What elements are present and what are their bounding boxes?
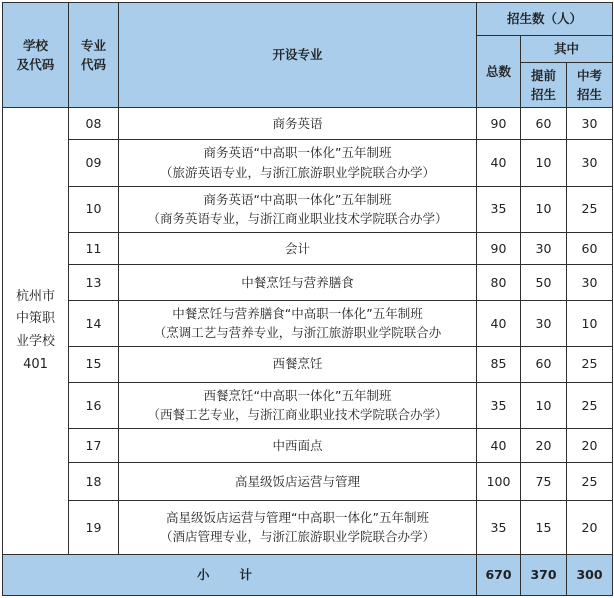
total-cell: 35 [477, 500, 521, 554]
table-row [3, 346, 613, 382]
table-row [3, 463, 613, 500]
major-code-cell: 09 [69, 140, 119, 186]
header-total: 总数 [477, 36, 521, 108]
total-cell: 35 [477, 382, 521, 428]
major-name-line1: 西餐烹饪 [272, 356, 323, 372]
early-cell: 30 [521, 301, 567, 346]
table-row [3, 382, 613, 428]
major-name-cell [119, 232, 477, 264]
exam-cell: 30 [567, 108, 613, 140]
major-code-cell: 16 [69, 382, 119, 428]
subtotal-total: 670 [477, 555, 521, 596]
early-cell: 30 [521, 232, 567, 264]
major-name-line2: （商务英语专业，与浙江商业职业技术学院联合办学） [147, 211, 448, 227]
table-row [3, 108, 613, 140]
header-of-which: 其中 [521, 36, 613, 63]
major-code-cell: 18 [69, 463, 119, 500]
total-cell: 100 [477, 463, 521, 500]
major-name-line1: 商务英语“中高职一体化”五年制班 [203, 145, 392, 161]
table-row [3, 500, 613, 554]
total-cell: 80 [477, 265, 521, 301]
table-row [3, 186, 613, 232]
table-row [3, 265, 613, 301]
exam-cell: 30 [567, 265, 613, 301]
header-enrollment: 招生数（人） [477, 3, 613, 36]
total-cell: 90 [477, 232, 521, 264]
major-name-line1: 会计 [284, 240, 310, 256]
major-name-line1: 高星级饭店运营与管理“中高职一体化”五年制班 [166, 509, 429, 525]
major-name-line1: 西餐烹饪“中高职一体化”五年制班 [203, 388, 392, 404]
major-name-cell [119, 382, 477, 428]
header-early [521, 63, 567, 108]
exam-cell: 60 [567, 232, 613, 264]
major-name-cell [119, 265, 477, 301]
exam-cell: 20 [567, 500, 613, 554]
table-row [3, 429, 613, 463]
exam-cell: 25 [567, 382, 613, 428]
header-exam [567, 63, 613, 108]
major-code-cell: 13 [69, 265, 119, 301]
major-name-line2: （酒店管理专业，与浙江旅游职业学院联合办学） [159, 529, 435, 545]
exam-cell: 25 [567, 463, 613, 500]
major-name-line2: （西餐工艺专业，与浙江商业职业技术学院联合办学） [147, 407, 448, 423]
header-major-code [69, 3, 119, 108]
header-early-text: 提前 招生 [530, 67, 556, 102]
major-name-cell [119, 140, 477, 186]
major-code-cell: 10 [69, 186, 119, 232]
exam-cell: 25 [567, 186, 613, 232]
major-name-line2: （旅游英语专业，与浙江旅游职业学院联合办学） [159, 164, 435, 180]
major-code-cell: 15 [69, 346, 119, 382]
subtotal-label [3, 555, 477, 596]
exam-cell: 10 [567, 301, 613, 346]
early-cell: 10 [521, 140, 567, 186]
total-cell: 85 [477, 346, 521, 382]
early-cell: 60 [521, 108, 567, 140]
total-cell: 40 [477, 429, 521, 463]
exam-cell: 20 [567, 429, 613, 463]
table-row [3, 301, 613, 346]
major-code-cell: 11 [69, 232, 119, 264]
header-school [3, 3, 69, 108]
school-name: 杭州市 中策职 业学校 401 [15, 288, 55, 372]
major-name-line1: 中餐烹饪与营养膳食“中高职一体化”五年制班 [172, 306, 423, 321]
table-body [3, 108, 613, 555]
early-cell: 10 [521, 186, 567, 232]
major-name-line1: 商务英语“中高职一体化”五年制班 [203, 191, 392, 207]
major-name-line1: 商务英语 [272, 115, 323, 131]
total-cell: 90 [477, 108, 521, 140]
major-name-cell [119, 463, 477, 500]
early-cell: 50 [521, 265, 567, 301]
major-name-line1: 高星级饭店运营与管理 [234, 473, 360, 489]
total-cell: 35 [477, 186, 521, 232]
table-row [3, 140, 613, 186]
exam-cell: 30 [567, 140, 613, 186]
subtotal-row [3, 555, 613, 596]
total-cell: 40 [477, 140, 521, 186]
major-name-cell [119, 500, 477, 554]
subtotal-label-text: 小计 [196, 567, 282, 583]
major-name-cell [119, 301, 477, 346]
header-major-code-text: 专业 代码 [80, 37, 106, 72]
major-code-cell: 08 [69, 108, 119, 140]
subtotal-early: 370 [521, 555, 567, 596]
major-name-line1: 中西面点 [272, 437, 323, 453]
early-cell: 60 [521, 346, 567, 382]
major-name-cell [119, 108, 477, 140]
major-name-cell [119, 346, 477, 382]
major-code-cell: 14 [69, 301, 119, 346]
early-cell: 15 [521, 500, 567, 554]
major-code-cell: 19 [69, 500, 119, 554]
total-cell: 40 [477, 301, 521, 346]
table-row [3, 232, 613, 264]
exam-cell: 25 [567, 346, 613, 382]
early-cell: 10 [521, 382, 567, 428]
subtotal-exam: 300 [567, 555, 613, 596]
major-name-line2: （烹调工艺与营养专业，与浙江旅游职业学院联合办 [153, 325, 442, 341]
enrollment-table [2, 2, 613, 596]
major-name-line1: 中餐烹饪与营养膳食 [241, 274, 354, 290]
early-cell: 20 [521, 429, 567, 463]
school-cell [3, 108, 69, 555]
major-code-cell: 17 [69, 429, 119, 463]
major-name-cell [119, 429, 477, 463]
early-cell: 75 [521, 463, 567, 500]
header-school-text: 学校 及代码 [16, 37, 55, 72]
header-major: 开设专业 [119, 3, 477, 108]
major-name-cell [119, 186, 477, 232]
header-exam-text: 中考 招生 [576, 67, 602, 102]
